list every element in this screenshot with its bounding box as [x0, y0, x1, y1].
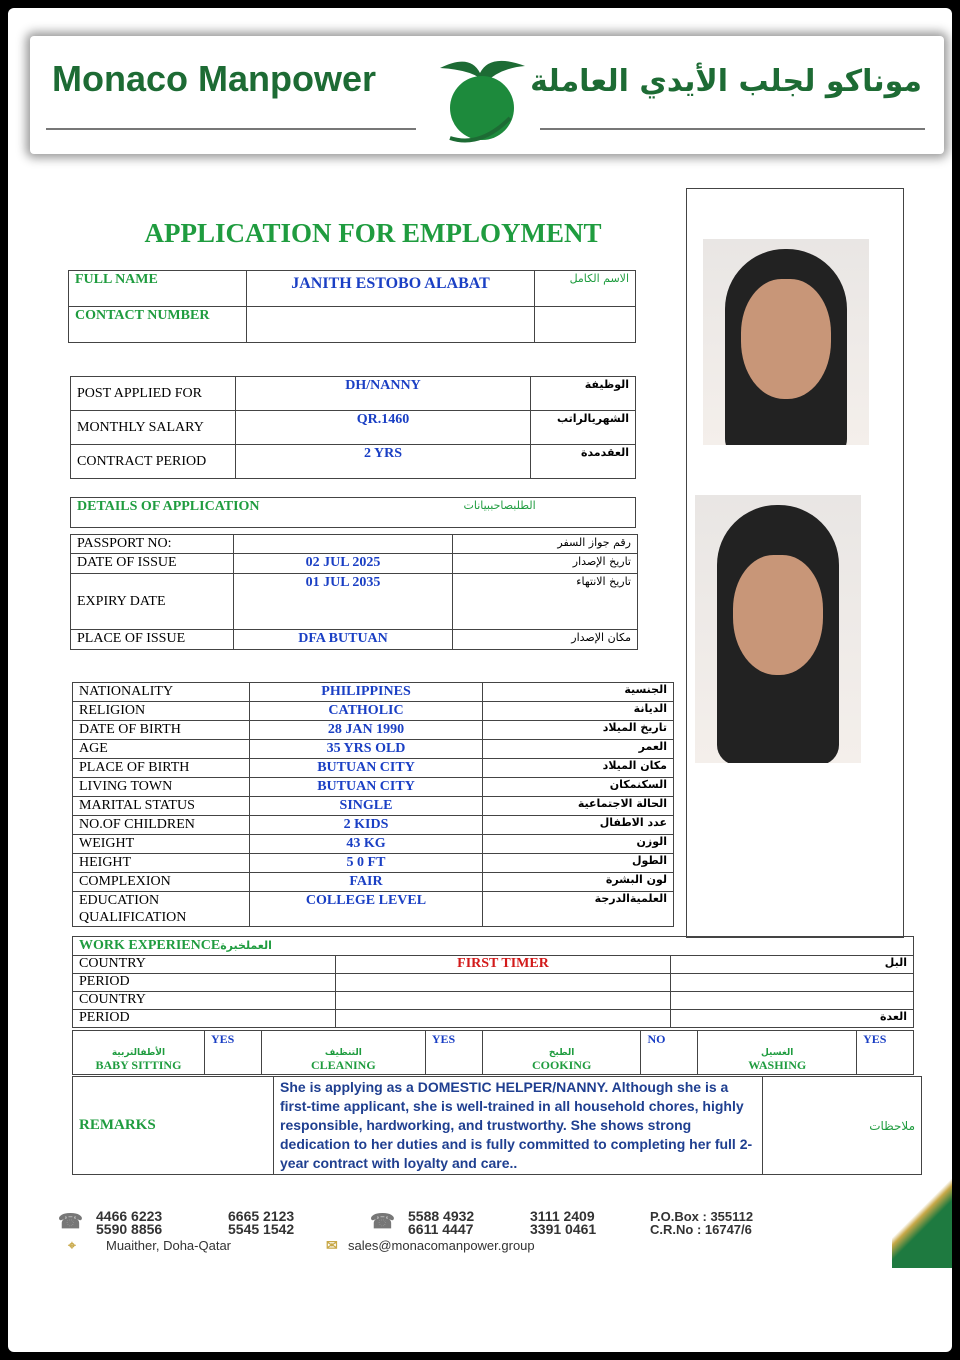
contract-label: CONTRACT PERIOD: [71, 445, 236, 479]
skill-label: COOKING: [531, 1058, 592, 1072]
field-value: SINGLE: [250, 797, 483, 816]
field-label: PERIOD: [73, 974, 336, 992]
place-of-issue-label: PLACE OF ISSUE: [71, 630, 234, 650]
brand-name: Monaco Manpower: [52, 58, 377, 99]
field-value: BUTUAN CITY: [250, 759, 483, 778]
phone-icon: ☎: [370, 1211, 395, 1233]
place-of-issue-arabic: مكان الإصدار: [453, 630, 638, 650]
post-table: [70, 376, 636, 479]
application-form: [8, 8, 952, 1352]
field-arabic: [671, 992, 914, 1010]
contact-number-arabic: [535, 307, 636, 343]
work-experience-label: WORK EXPERIENCE: [79, 938, 221, 953]
skill-cleaning: [261, 1031, 425, 1075]
field-arabic: مكان الميلاد: [483, 759, 674, 778]
divider: [46, 128, 416, 130]
brand-name-arabic: موناكو لجلب الأيدي العاملة: [530, 64, 922, 99]
table-row: [73, 721, 674, 740]
email-link[interactable]: sales@monacomanpower.group: [348, 1238, 535, 1253]
field-arabic: عدد الاطفال: [483, 816, 674, 835]
field-value: [336, 1010, 671, 1028]
field-label: COUNTRY: [73, 992, 336, 1010]
post-value: DH/NANNY: [236, 377, 531, 411]
contact-number-value: [247, 307, 535, 343]
table-row: [73, 702, 674, 721]
expiry-date-label: EXPIRY DATE: [71, 574, 234, 630]
field-value: [336, 992, 671, 1010]
phone-number: 5545 1542: [228, 1221, 295, 1237]
skill-label: CLEANING: [310, 1058, 376, 1072]
field-label: COMPLEXION: [73, 873, 250, 892]
applicant-photo: [703, 239, 869, 445]
remarks-label: REMARKS: [73, 1077, 274, 1175]
passport-table: [70, 534, 638, 650]
skill-arabic: الطبخ: [548, 1048, 575, 1058]
field-value: [336, 974, 671, 992]
field-arabic: الحالة الاجتماعية: [483, 797, 674, 816]
field-label: COUNTRY: [73, 956, 336, 974]
remarks-table: [72, 1076, 922, 1175]
skill-arabic: التنظيف: [324, 1048, 362, 1058]
location-icon: ⌖: [68, 1237, 76, 1253]
work-experience-header: [73, 937, 914, 956]
details-header: [70, 497, 636, 528]
expiry-date-arabic: تاريخ الانتهاء: [453, 574, 638, 630]
field-arabic: العدة: [671, 1010, 914, 1028]
cr-number: C.R.No : 16747/6: [650, 1222, 752, 1237]
table-row: [73, 778, 674, 797]
table-row: [73, 683, 674, 702]
field-value: FIRST TIMER: [336, 956, 671, 974]
passport-no-arabic: رقم جواز السفر: [453, 535, 638, 554]
contact-number-label: CONTACT NUMBER: [69, 307, 247, 343]
letterhead: [30, 36, 944, 154]
phone-number: 3391 0461: [530, 1221, 597, 1237]
email-icon: ✉: [326, 1237, 338, 1253]
passport-no-label: PASSPORT NO:: [71, 535, 234, 554]
skill-label: WASHING: [748, 1058, 807, 1072]
phone-number: 3111 2409: [530, 1208, 595, 1224]
full-name-value: JANITH ESTOBO ALABAT: [247, 271, 535, 307]
field-label: HEIGHT: [73, 854, 250, 873]
field-value: BUTUAN CITY: [250, 778, 483, 797]
field-value: 2 KIDS: [250, 816, 483, 835]
field-label: AGE: [73, 740, 250, 759]
table-row: [73, 873, 674, 892]
phone-icon: ☎: [58, 1211, 83, 1233]
field-label: WEIGHT: [73, 835, 250, 854]
photo-panel: [686, 188, 904, 938]
details-arabic: الطلبصاحببيانات: [373, 498, 635, 528]
field-arabic: لون البشرة: [483, 873, 674, 892]
skill-baby-sitting: [73, 1031, 205, 1075]
field-label: PERIOD: [73, 1010, 336, 1028]
table-row: [73, 892, 674, 927]
table-row: [73, 956, 914, 974]
skill-washing: [698, 1031, 857, 1075]
field-value: 43 KG: [250, 835, 483, 854]
field-label: LIVING TOWN: [73, 778, 250, 797]
field-arabic: الجنسية: [483, 683, 674, 702]
field-value: 5 0 FT: [250, 854, 483, 873]
personal-table: [72, 682, 674, 927]
table-row: [73, 797, 674, 816]
full-name-arabic: الاسم الكامل: [535, 271, 636, 307]
applicant-photo: [695, 495, 861, 763]
field-arabic: الديانة: [483, 702, 674, 721]
field-label: DATE OF BIRTH: [73, 721, 250, 740]
field-arabic: [671, 974, 914, 992]
field-label: RELIGION: [73, 702, 250, 721]
post-arabic: الوظيفة: [531, 377, 636, 411]
field-value: PHILIPPINES: [250, 683, 483, 702]
full-name-label: FULL NAME: [69, 271, 247, 307]
issue-date-value: 02 JUL 2025: [234, 554, 453, 574]
field-arabic: البل: [671, 956, 914, 974]
phone-number: 6611 4447: [408, 1221, 474, 1237]
field-arabic: تاريخ الميلاد: [483, 721, 674, 740]
field-label: NO.OF CHILDREN: [73, 816, 250, 835]
field-value: FAIR: [250, 873, 483, 892]
expiry-date-value: 01 JUL 2035: [234, 574, 453, 630]
field-arabic: العلميةالدرجة: [483, 892, 674, 927]
skills-table: [72, 1030, 914, 1075]
contract-value: 2 YRS: [236, 445, 531, 479]
identity-table: [68, 270, 636, 343]
field-value: 28 JAN 1990: [250, 721, 483, 740]
field-value: 35 YRS OLD: [250, 740, 483, 759]
field-arabic: الطول: [483, 854, 674, 873]
field-label: EDUCATION QUALIFICATION: [73, 892, 250, 927]
table-row: [73, 974, 914, 992]
table-row: [73, 992, 914, 1010]
table-row: [73, 740, 674, 759]
skill-arabic: الغسيل: [760, 1048, 794, 1058]
phone-number: 5590 8856: [96, 1221, 163, 1237]
divider: [540, 128, 925, 130]
table-row: [73, 1010, 914, 1028]
skill-answer: NO: [641, 1031, 698, 1075]
field-label: NATIONALITY: [73, 683, 250, 702]
salary-label: MONTHLY SALARY: [71, 411, 236, 445]
field-arabic: العمر: [483, 740, 674, 759]
phone-number: 5588 4932: [408, 1208, 475, 1224]
passport-no-value: [234, 535, 453, 554]
table-row: [73, 835, 674, 854]
remarks-text: She is applying as a DOMESTIC HELPER/NANNY. Although she is a first-time applicant, she is well-trained in all household chores, highly responsible, hardworking, and trustworthy. She shows strong dedication to her duties and is fully committed to completing her full 2-year contract with loyalty and care..: [274, 1077, 763, 1175]
field-arabic: السكنمكان: [483, 778, 674, 797]
skill-label: BABY SITTING: [95, 1058, 182, 1072]
work-experience-arabic: العملخبرة: [220, 939, 272, 952]
skill-arabic: الأطفالتربية: [111, 1048, 166, 1058]
phone-number: 6665 2123: [228, 1208, 295, 1224]
field-arabic: الوزن: [483, 835, 674, 854]
skill-answer: YES: [204, 1031, 261, 1075]
address: Muaither, Doha-Qatar: [106, 1238, 232, 1253]
table-row: [73, 759, 674, 778]
skill-answer: YES: [857, 1031, 914, 1075]
issue-date-label: DATE OF ISSUE: [71, 554, 234, 574]
field-value: CATHOLIC: [250, 702, 483, 721]
salary-value: QR.1460: [236, 411, 531, 445]
work-experience-table: [72, 936, 914, 1028]
table-row: [73, 854, 674, 873]
skill-cooking: [482, 1031, 641, 1075]
skill-answer: YES: [425, 1031, 482, 1075]
issue-date-arabic: تاريخ الإصدار: [453, 554, 638, 574]
contract-arabic: العقدمدة: [531, 445, 636, 479]
salary-arabic: الشهريالراتب: [531, 411, 636, 445]
place-of-issue-value: DFA BUTUAN: [234, 630, 453, 650]
field-label: PLACE OF BIRTH: [73, 759, 250, 778]
table-row: [73, 816, 674, 835]
footer-swoosh: [892, 1178, 952, 1268]
details-label: DETAILS OF APPLICATION: [71, 498, 374, 528]
field-label: MARITAL STATUS: [73, 797, 250, 816]
form-title: APPLICATION FOR EMPLOYMENT: [144, 218, 602, 248]
phone-number: 4466 6223: [96, 1208, 163, 1224]
company-logo: [430, 48, 530, 148]
po-box: P.O.Box : 355112: [650, 1209, 754, 1224]
remarks-arabic: ملاحظات: [763, 1077, 922, 1175]
post-label: POST APPLIED FOR: [71, 377, 236, 411]
field-value: COLLEGE LEVEL: [250, 892, 483, 927]
